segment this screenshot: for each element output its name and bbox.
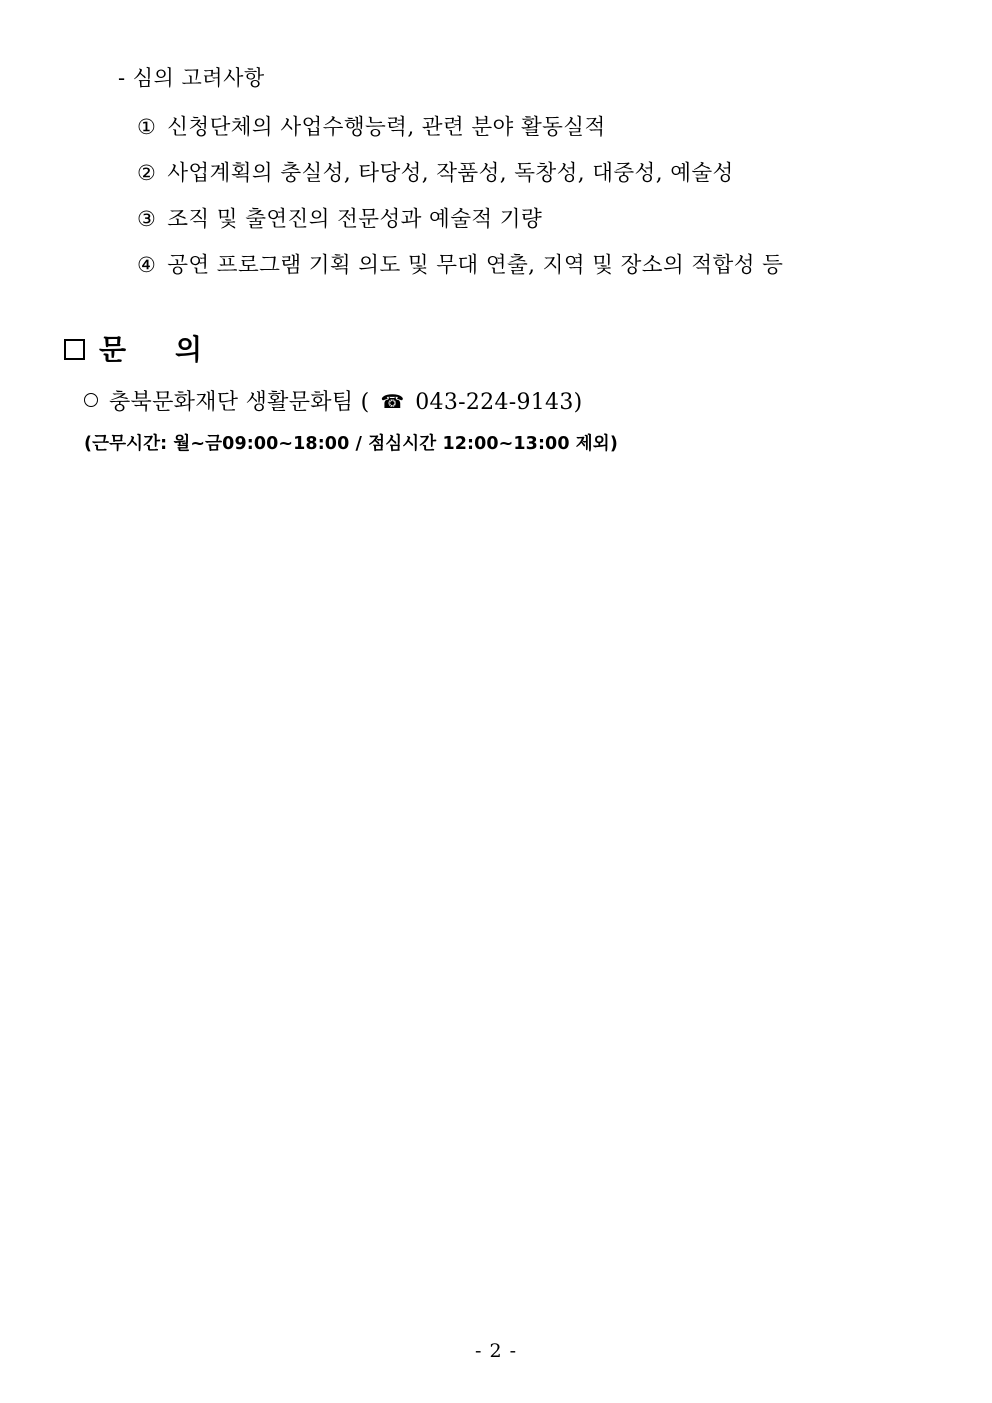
telephone-icon: ☎ xyxy=(380,391,405,413)
contact-team-label: 충북문화재단 생활문화팀 ( xyxy=(109,390,370,415)
list-item xyxy=(0,151,992,197)
page-number: - 2 - xyxy=(474,1340,517,1362)
review-criteria-section xyxy=(0,62,992,289)
circle-bullet-icon xyxy=(84,393,98,407)
contact-phone-number: 043-224-9143) xyxy=(415,390,583,415)
list-item-number: ④ xyxy=(137,252,157,277)
review-criteria-heading: - 심의 고려사항 xyxy=(118,66,265,90)
inquiry-section-heading xyxy=(64,328,204,368)
square-bullet-icon xyxy=(64,339,85,360)
list-item xyxy=(0,105,992,151)
list-item-number: ② xyxy=(137,160,157,185)
list-item-label: 조직 및 출연진의 전문성과 예술적 기량 xyxy=(167,206,543,232)
office-hours-label: (근무시간: 월~금09:00~18:00 / 점심시간 12:00~13:00 제외) xyxy=(84,434,618,454)
list-item-label: 공연 프로그램 기획 의도 및 무대 연출, 지역 및 장소의 적합성 등 xyxy=(167,252,784,278)
contact-row xyxy=(84,385,583,416)
list-item-label: 사업계획의 충실성, 타당성, 작품성, 독창성, 대중성, 예술성 xyxy=(167,160,734,186)
list-item xyxy=(0,197,992,243)
list-item-label: 신청단체의 사업수행능력, 관련 분야 활동실적 xyxy=(167,114,606,140)
review-criteria-list xyxy=(0,105,992,289)
list-item xyxy=(0,243,992,289)
inquiry-heading-label: 문 의 xyxy=(99,333,205,366)
list-item-number: ③ xyxy=(137,206,157,231)
list-item-number: ① xyxy=(137,114,157,139)
